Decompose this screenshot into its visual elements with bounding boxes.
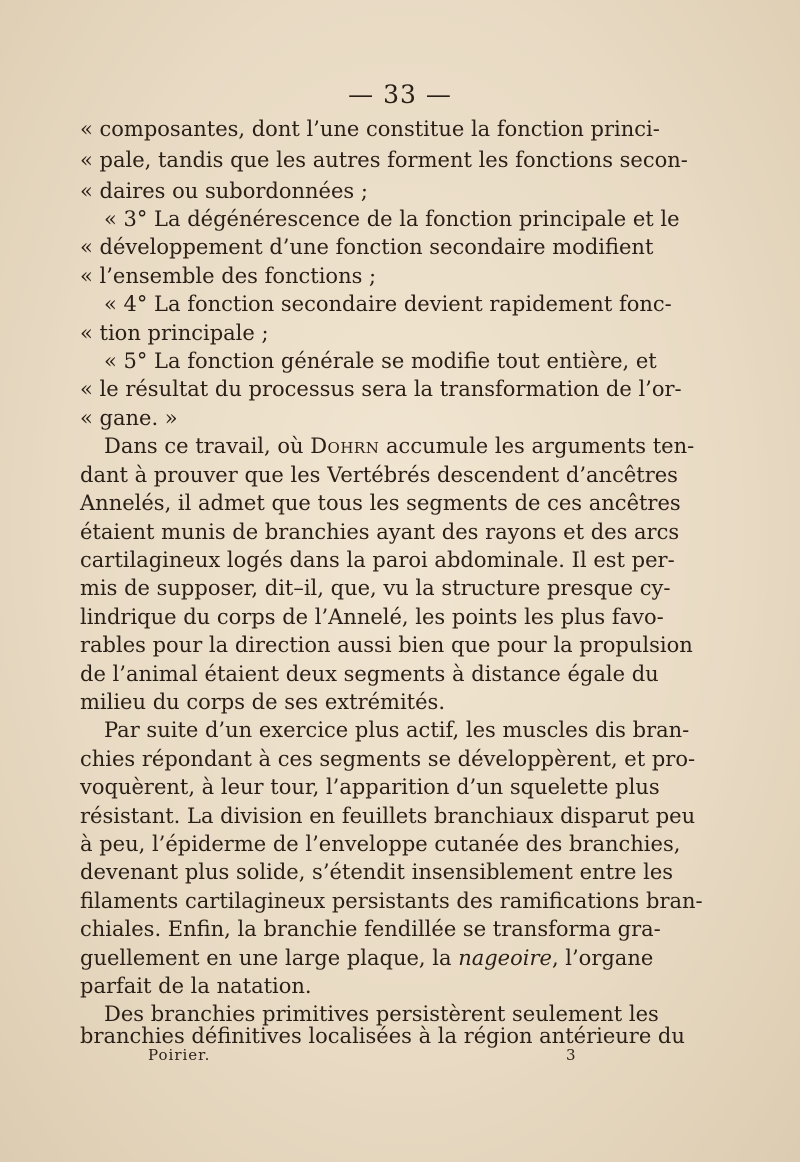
text-line: lindrique du corps de l’Annelé, les points les plus favo- xyxy=(80,605,664,629)
text-line: « tion principale ; xyxy=(80,321,269,345)
text-line: rables pour la direction aussi bien que pour la propulsion xyxy=(80,633,693,657)
text-line: Par suite d’un exercice plus actif, les muscles dis bran- xyxy=(104,718,690,742)
text-line: « 4° La fonction secondaire devient rapidement fonc- xyxy=(104,292,672,316)
text-line: à peu, l’épiderme de l’enveloppe cutanée des branchies, xyxy=(80,832,681,856)
text-line: chiales. Enfin, la branchie fendillée se transforma gra- xyxy=(80,917,661,941)
text-line: voquèrent, à leur tour, l’apparition d’un squelette plus xyxy=(80,775,660,799)
text-segment: , l’organe xyxy=(551,946,654,970)
text-line: « l’ensemble des fonctions ; xyxy=(80,264,377,288)
sheet-number: 3 xyxy=(566,1046,577,1064)
text-line: « 5° La fonction générale se modifie tout entière, et xyxy=(104,349,657,373)
text-line: milieu du corps de ses extrémités. xyxy=(80,690,445,714)
page-number: — 33 — xyxy=(348,80,452,109)
text-line xyxy=(80,431,695,461)
text-line: « pale, tandis que les autres forment les fonctions secon- xyxy=(80,148,688,172)
text-line: mis de supposer, dit–il, que, vu la structure presque cy- xyxy=(80,576,671,600)
text-segment: guellement en une large plaque, la xyxy=(80,946,459,970)
author-name: Dohrn xyxy=(310,434,380,458)
text-line: chies répondant à ces segments se développèrent, et pro- xyxy=(80,747,696,771)
text-line: parfait de la natation. xyxy=(80,974,312,998)
text-line: « développement d’une fonction secondaire modifient xyxy=(80,235,654,259)
text-line: Annelés, il admet que tous les segments de ces ancêtres xyxy=(80,491,681,515)
text-line: de l’animal étaient deux segments à distance égale du xyxy=(80,662,659,686)
text-line: dant à prouver que les Vertébrés descendent d’ancêtres xyxy=(80,463,678,487)
text-segment: Dans ce travail, où xyxy=(104,434,311,458)
text-line: « 3° La dégénérescence de la fonction principale et le xyxy=(104,207,680,231)
text-line: branchies définitives localisées à la région antérieure du xyxy=(80,1024,685,1048)
text-line: « composantes, dont l’une constitue la fonction princi- xyxy=(80,117,660,141)
text-line: « gane. » xyxy=(80,406,178,430)
text-line: devenant plus solide, s’étendit insensiblement entre les xyxy=(80,860,674,884)
text-line: filaments cartilagineux persistants des ramifications bran- xyxy=(80,889,703,913)
text-line: étaient munis de branchies ayant des rayons et des arcs xyxy=(80,520,680,544)
text-line: cartilagineux logés dans la paroi abdominale. Il est per- xyxy=(80,548,675,572)
text-line: résistant. La division en feuillets branchiaux disparut peu xyxy=(80,804,696,828)
text-segment: accumule les arguments ten- xyxy=(379,434,695,458)
emphasis: nageoire xyxy=(458,946,552,970)
text-line: « le résultat du processus sera la transformation de l’or- xyxy=(80,377,682,401)
text-line xyxy=(80,943,654,973)
signature-mark: Poirier. xyxy=(148,1046,211,1064)
text-line: Des branchies primitives persistèrent seulement les xyxy=(104,1002,659,1026)
text-line: « daires ou subordonnées ; xyxy=(80,179,368,203)
